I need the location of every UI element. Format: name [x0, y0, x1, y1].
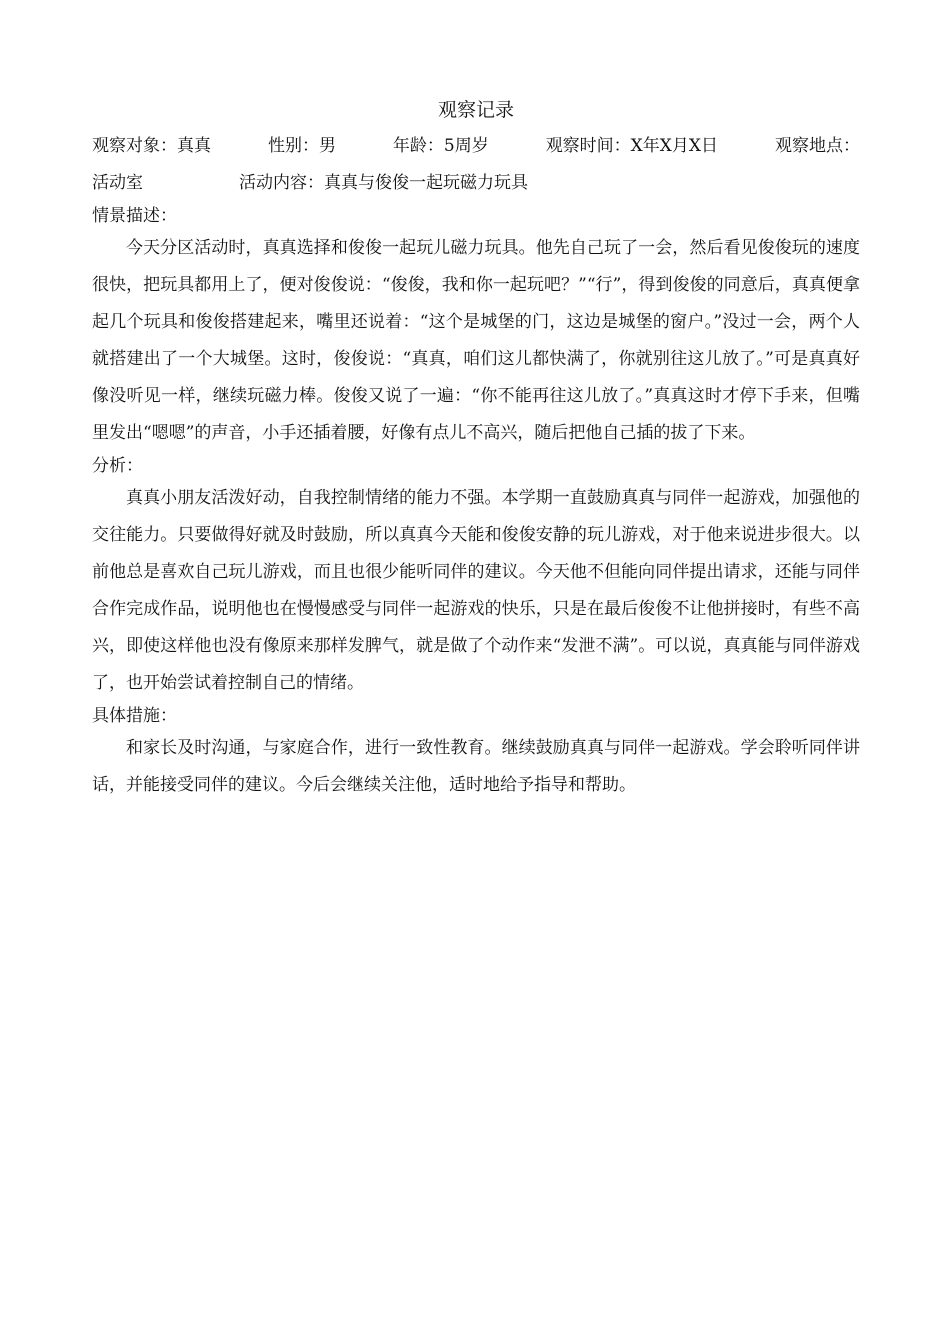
meta-time: 观察时间：X年X月X日	[545, 136, 718, 156]
document-page	[92, 96, 860, 804]
meta-row-1	[92, 128, 860, 165]
section-text-analysis: 真真小朋友活泼好动，自我控制情绪的能力不强。本学期一直鼓励真真与同伴一起游戏，加强他的交往能力。只要做得好就及时鼓励，所以真真今天能和俊俊安静的玩儿游戏，对于他来说进步很大。以前他总是喜欢自己玩儿游戏，而且也很少能听同伴的建议。今天他不但能向同伴提出请求，还能与同伴合作完成作品，说明他也在慢慢感受与同伴一起游戏的快乐，只是在最后俊俊不让他拼接时，有些不高兴，即使这样他也没有像原来那样发脾气，就是做了个动作来“发泄不满”。可以说，真真能与同伴游戏了，也开始尝试着控制自己的情绪。	[92, 488, 860, 693]
meta-row-2	[92, 165, 860, 202]
document-title: 观察记录	[437, 99, 514, 121]
meta-place-label: 观察地点：	[774, 136, 860, 156]
meta-activity: 活动内容：真真与俊俊一起玩磁力玩具	[239, 173, 528, 193]
section-heading-scene: 情景描述：	[92, 206, 177, 226]
section-heading-analysis: 分析：	[92, 456, 143, 476]
section-text-scene: 今天分区活动时，真真选择和俊俊一起玩儿磁力玩具。他先自己玩了一会，然后看见俊俊玩的速度很快，把玩具都用上了，便对俊俊说：“俊俊，我和你一起玩吧？”“行”，得到俊俊的同意后，真真便拿起几个玩具和俊俊搭建起来，嘴里还说着：“这个是城堡的门，这边是城堡的窗户。”没过一会，两个人就搭建出了一个大城堡。这时，俊俊说：“真真，咱们这儿都快满了，你就别往这儿放了。”可是真真好像没听见一样，继续玩磁力棒。俊俊又说了一遍：“你不能再往这儿放了。”真真这时才停下手来，但嘴里发出“嗯嗯”的声音，小手还插着腰，好像有点儿不高兴，随后把他自己插的拔了下来。	[92, 238, 860, 443]
meta-place-value: 活动室	[92, 173, 143, 193]
meta-age: 年龄：5周岁	[392, 136, 489, 156]
meta-gender: 性别：男	[267, 136, 336, 156]
section-text-measures: 和家长及时沟通，与家庭合作，进行一致性教育。继续鼓励真真与同伴一起游戏。学会聆听同伴讲话，并能接受同伴的建议。今后会继续关注他，适时地给予指导和帮助。	[92, 738, 860, 795]
meta-subject: 观察对象：真真	[92, 136, 211, 156]
section-heading-measures: 具体措施：	[92, 706, 177, 726]
